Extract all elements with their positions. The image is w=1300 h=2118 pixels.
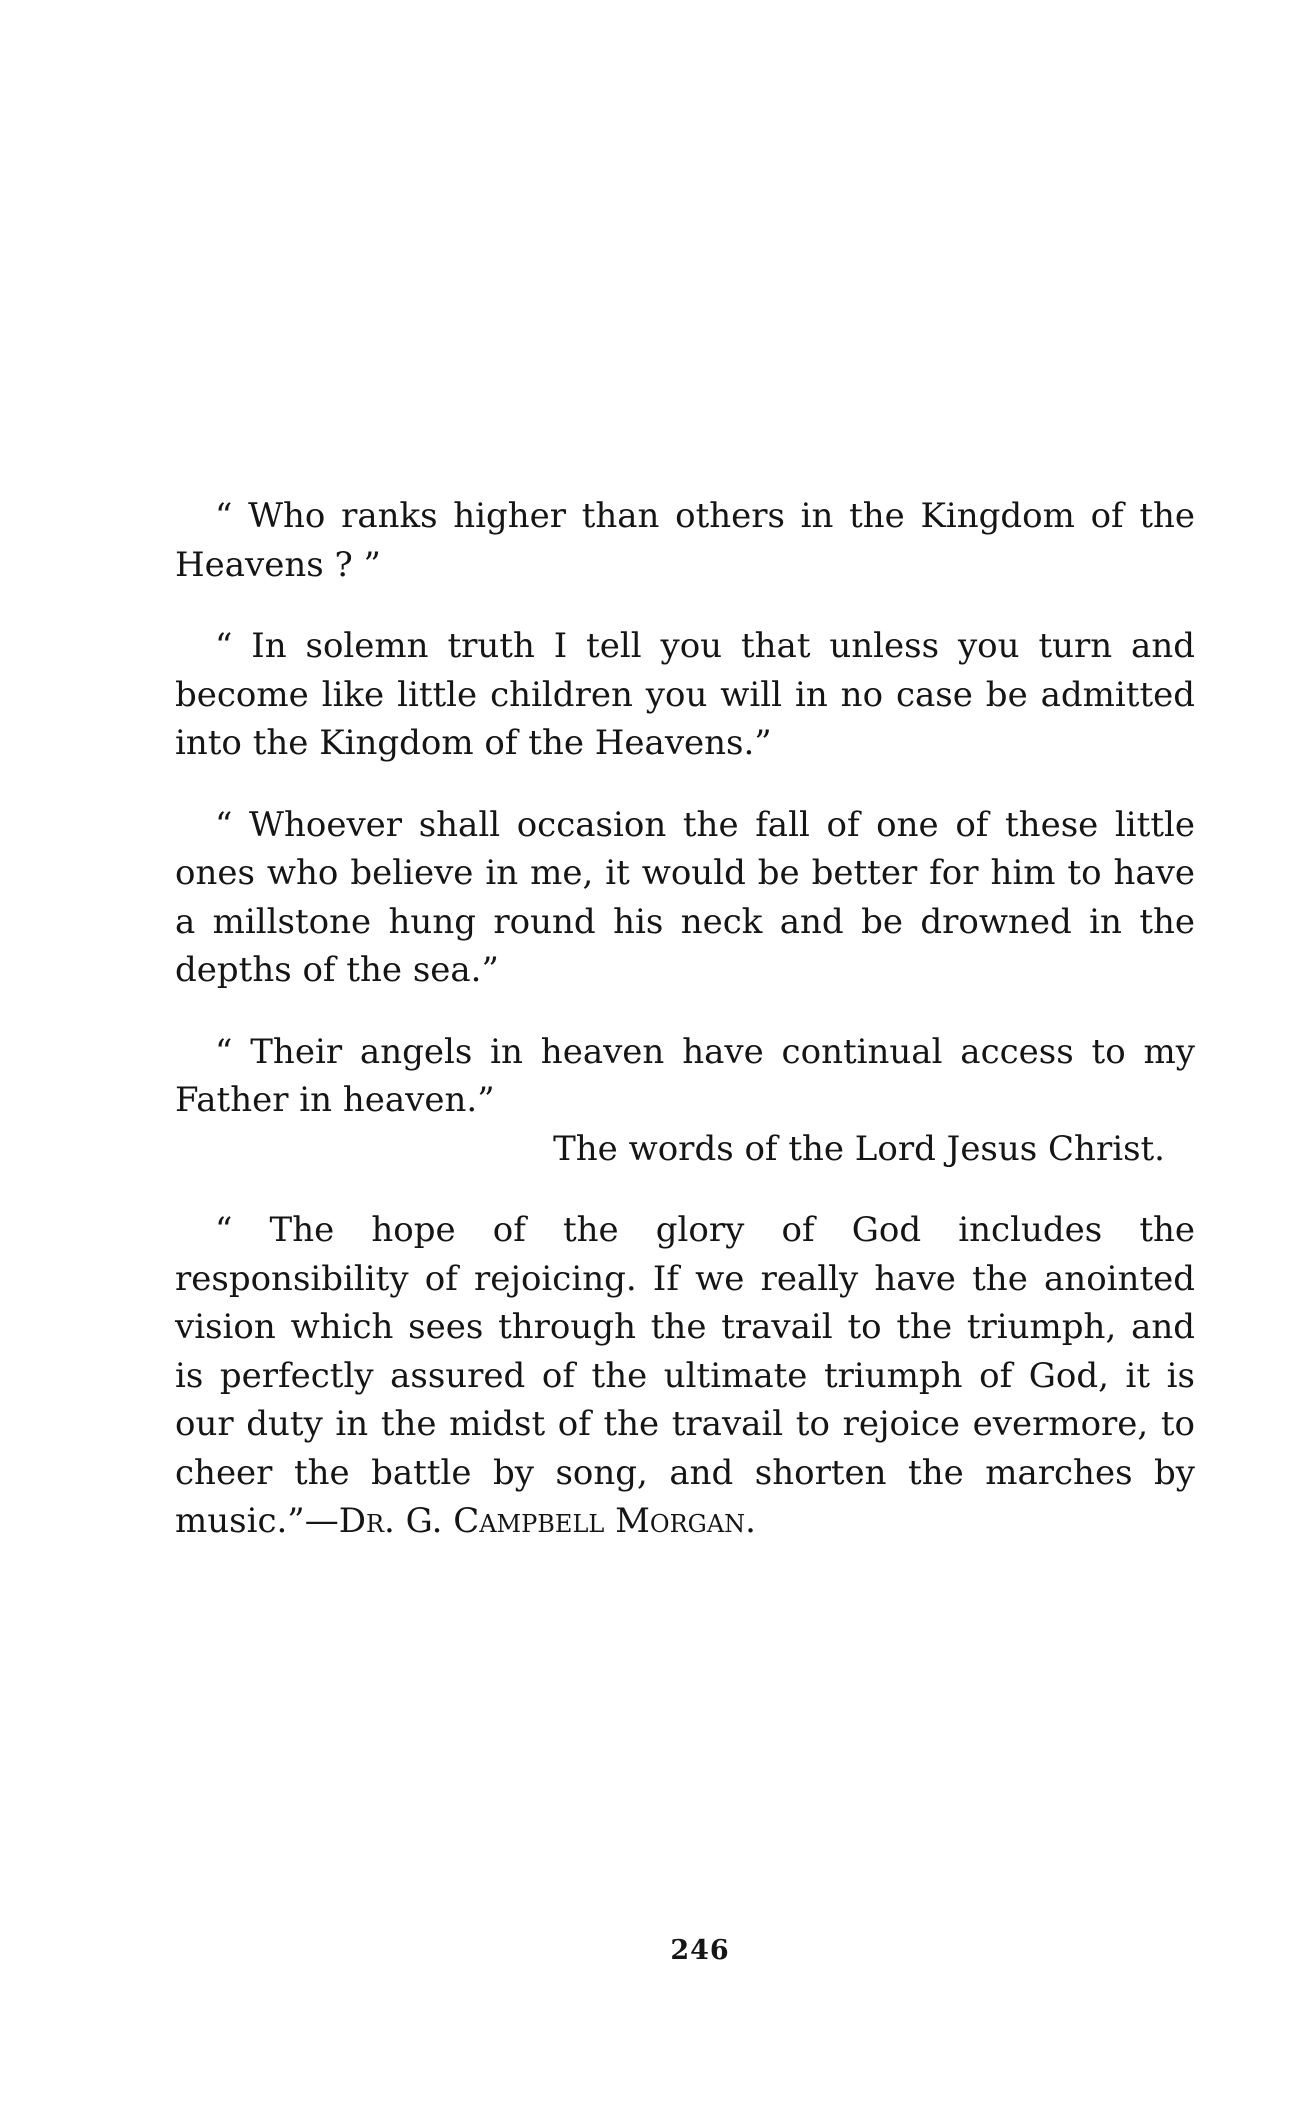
page-number: 246: [670, 1935, 730, 1966]
quote-morgan: [175, 1206, 1195, 1546]
quote-angels: “ Their angels in heaven have continual access to my Father in heaven.”: [175, 1031, 1195, 1120]
quote-little-children: “ In solemn truth I tell you that unless you turn and become like little children you will in no case be admitted into the Kingdom of the Heavens.”: [175, 626, 1195, 763]
page-body: [175, 492, 1195, 1579]
attribution-jesus: The words of the Lord Jesus Christ.: [553, 1128, 1165, 1169]
quote-morgan-author: Dr. G. Campbell Morgan.: [338, 1501, 756, 1541]
quote-kingdom-rank: “ Who ranks higher than others in the Kingdom of the Heavens ? ”: [175, 496, 1195, 585]
quote-morgan-text: “ The hope of the glory of God includes the responsibility of rejoicing. If we really have the anointed vision which sees through the travail to the triumph, and is perfectly assured of the ultimate triumph of God, it is our duty in the midst of the travail to rejoice evermore, to cheer the battle by song, and shorten the marches by music.”—: [175, 1210, 1195, 1541]
quote-millstone: “ Whoever shall occasion the fall of one of these little ones who believe in me, it would be better for him to have a millstone hung round his neck and be drowned in the depths of the sea.”: [175, 804, 1195, 990]
